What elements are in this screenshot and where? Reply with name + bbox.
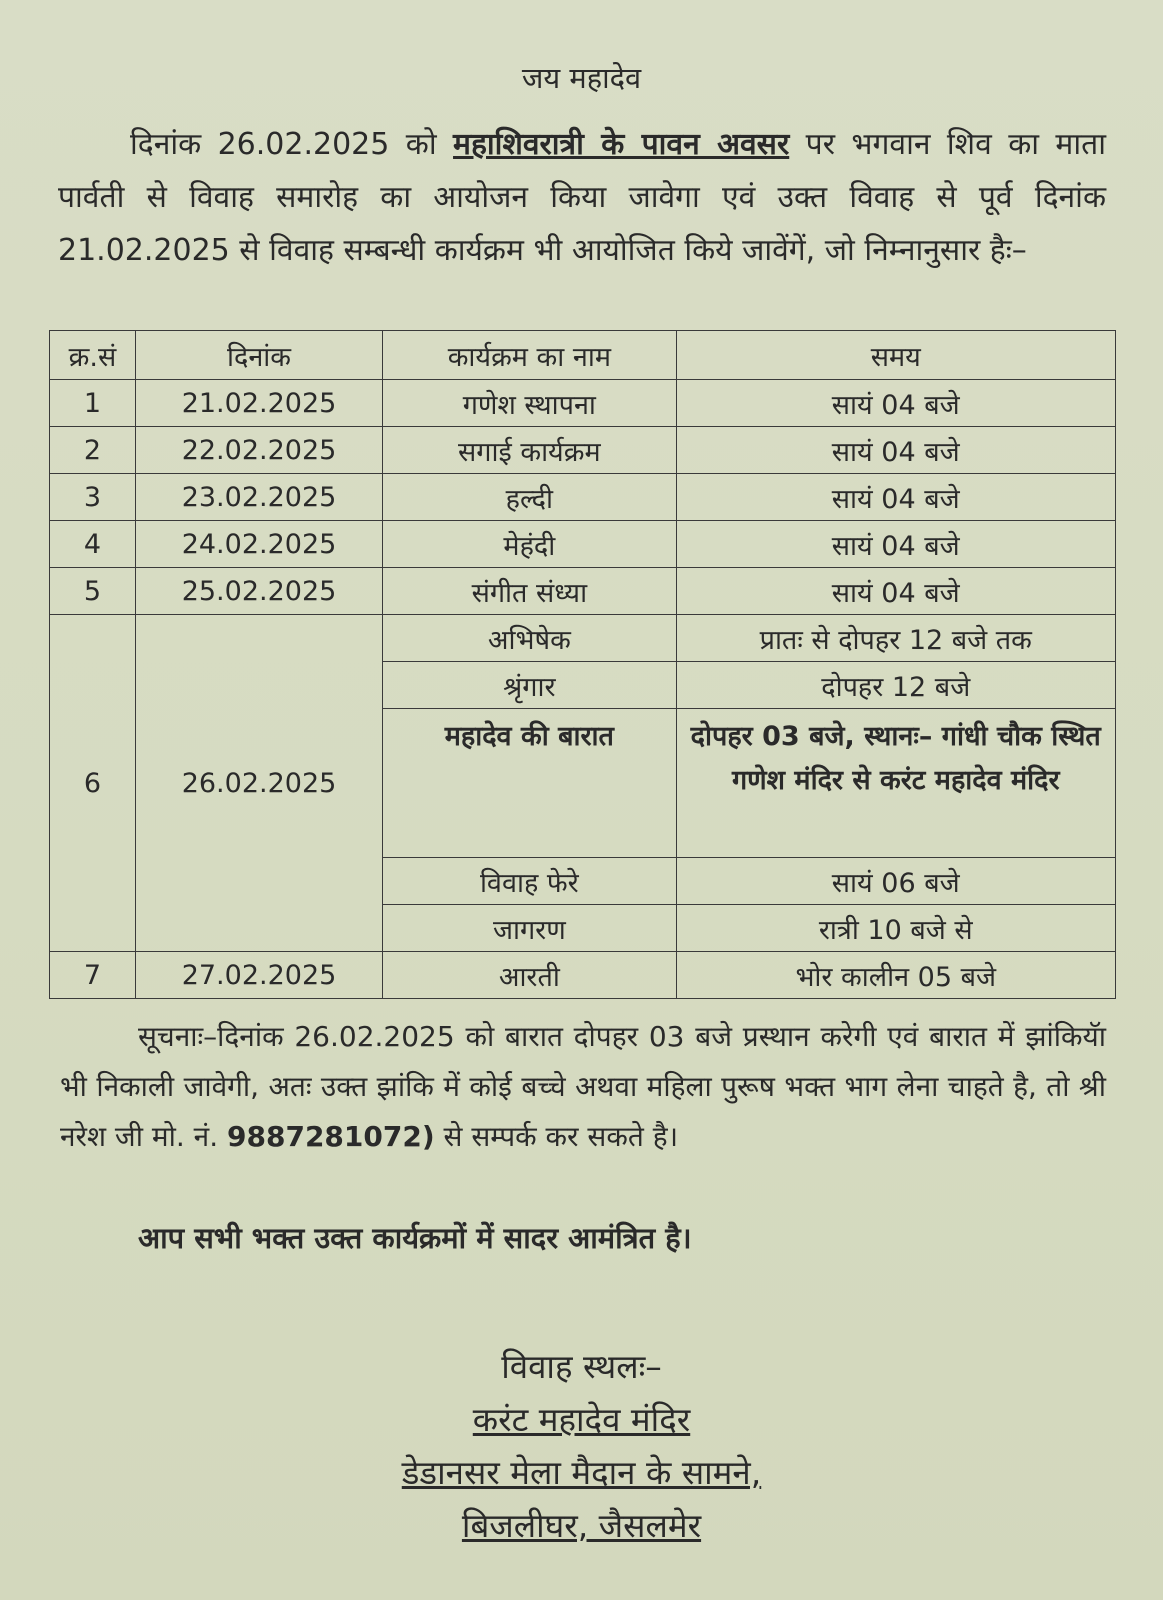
- cell-time: प्रातः से दोपहर 12 बजे तक: [676, 615, 1116, 662]
- cell-time: सायं 04 बजे: [676, 568, 1116, 615]
- table-row: [50, 521, 1116, 568]
- notice-text: सूचनाः–दिनांक 26.02.2025 को बारात दोपहर 03 बजे प्रस्थान करेगी एवं बारात में झांकियॅा भी निकाली जावेगी, अतः उक्त झांकि में कोई बच्चे अथवा महिला पुरूष भक्त भाग लेना चाहते है, तो श्री नरेश जी मो. नं.: [60, 1020, 1106, 1153]
- cell-sno: 6: [50, 615, 136, 952]
- table-row: [50, 615, 1116, 662]
- invitation-line: आप सभी भक्त उक्त कार्यक्रमों में सादर आमंत्रित है।: [138, 1221, 692, 1255]
- intro-part2: पर भगवान शिव का माता पार्वती से विवाह समारोह का आयोजन किया जावेगा एवं उक्त विवाह से पूर्व दिनांक 21.02.2025 से विवाह सम्बन्धी कार्यक्रम भी आयोजित किये जावेंगें, जो निम्नानुसार हैः–: [58, 127, 1107, 268]
- cell-program: अभिषेक: [383, 615, 676, 662]
- cell-program: गणेश स्थापना: [383, 380, 676, 427]
- table-row: [50, 380, 1116, 427]
- table-row: [50, 427, 1116, 474]
- cell-sno: 2: [50, 427, 136, 474]
- page-title: जय महादेव: [521, 61, 642, 95]
- table-row: [50, 474, 1116, 521]
- table-header-row: [50, 331, 1116, 380]
- venue-line-3: बिजलीघर, जैसलमेर: [461, 1506, 702, 1545]
- cell-sno: 1: [50, 380, 136, 427]
- cell-date: 26.02.2025: [135, 615, 382, 952]
- cell-date: 21.02.2025: [135, 380, 382, 427]
- notice-tail: से सम्पर्क कर सकते है।: [443, 1120, 679, 1153]
- intro-highlight: महाशिवरात्री के पावन अवसर: [453, 127, 790, 162]
- cell-time: भोर कालीन 05 बजे: [676, 952, 1116, 999]
- schedule-table: [49, 330, 1116, 999]
- cell-program: हल्दी: [383, 474, 676, 521]
- cell-time: सायं 04 बजे: [676, 474, 1116, 521]
- notice-paragraph: [60, 1012, 1106, 1162]
- cell-time: सायं 06 बजे: [676, 858, 1116, 905]
- contact-phone: 9887281072): [227, 1120, 435, 1153]
- venue-line-1: करंट महादेव मंदिर: [472, 1400, 691, 1439]
- intro-part1: दिनांक 26.02.2025 को: [130, 127, 437, 162]
- cell-date: 23.02.2025: [135, 474, 382, 521]
- cell-time: सायं 04 बजे: [676, 521, 1116, 568]
- cell-time: दोपहर 03 बजे, स्थानः– गांधी चौक स्थित गणेश मंदिर से करंट महादेव मंदिर: [676, 709, 1116, 858]
- cell-time: सायं 04 बजे: [676, 427, 1116, 474]
- cell-sno: 4: [50, 521, 136, 568]
- venue-line-2: डेडानसर मेला मैदान के सामने,: [401, 1453, 762, 1492]
- header-sno: क्र.सं: [50, 331, 136, 380]
- cell-sno: 5: [50, 568, 136, 615]
- cell-time: सायं 04 बजे: [676, 380, 1116, 427]
- table-row: [50, 568, 1116, 615]
- cell-program: जागरण: [383, 905, 676, 952]
- cell-date: 27.02.2025: [135, 952, 382, 999]
- cell-program: सगाई कार्यक्रम: [383, 427, 676, 474]
- venue-heading: विवाह स्थलः–: [501, 1347, 662, 1386]
- intro-paragraph: [58, 118, 1106, 277]
- cell-time: दोपहर 12 बजे: [676, 662, 1116, 709]
- cell-time: रात्री 10 बजे से: [676, 905, 1116, 952]
- cell-date: 25.02.2025: [135, 568, 382, 615]
- header-program: कार्यक्रम का नाम: [383, 331, 676, 380]
- cell-program: विवाह फेरे: [383, 858, 676, 905]
- cell-sno: 7: [50, 952, 136, 999]
- cell-program: आरती: [383, 952, 676, 999]
- cell-program: संगीत संध्या: [383, 568, 676, 615]
- header-date: दिनांक: [135, 331, 382, 380]
- cell-program: श्रृंगार: [383, 662, 676, 709]
- cell-program: मेहंदी: [383, 521, 676, 568]
- cell-program: महादेव की बारात: [383, 709, 676, 858]
- header-time: समय: [676, 331, 1116, 380]
- cell-date: 22.02.2025: [135, 427, 382, 474]
- table-row: [50, 952, 1116, 999]
- cell-date: 24.02.2025: [135, 521, 382, 568]
- venue-block: [0, 1340, 1163, 1552]
- cell-sno: 3: [50, 474, 136, 521]
